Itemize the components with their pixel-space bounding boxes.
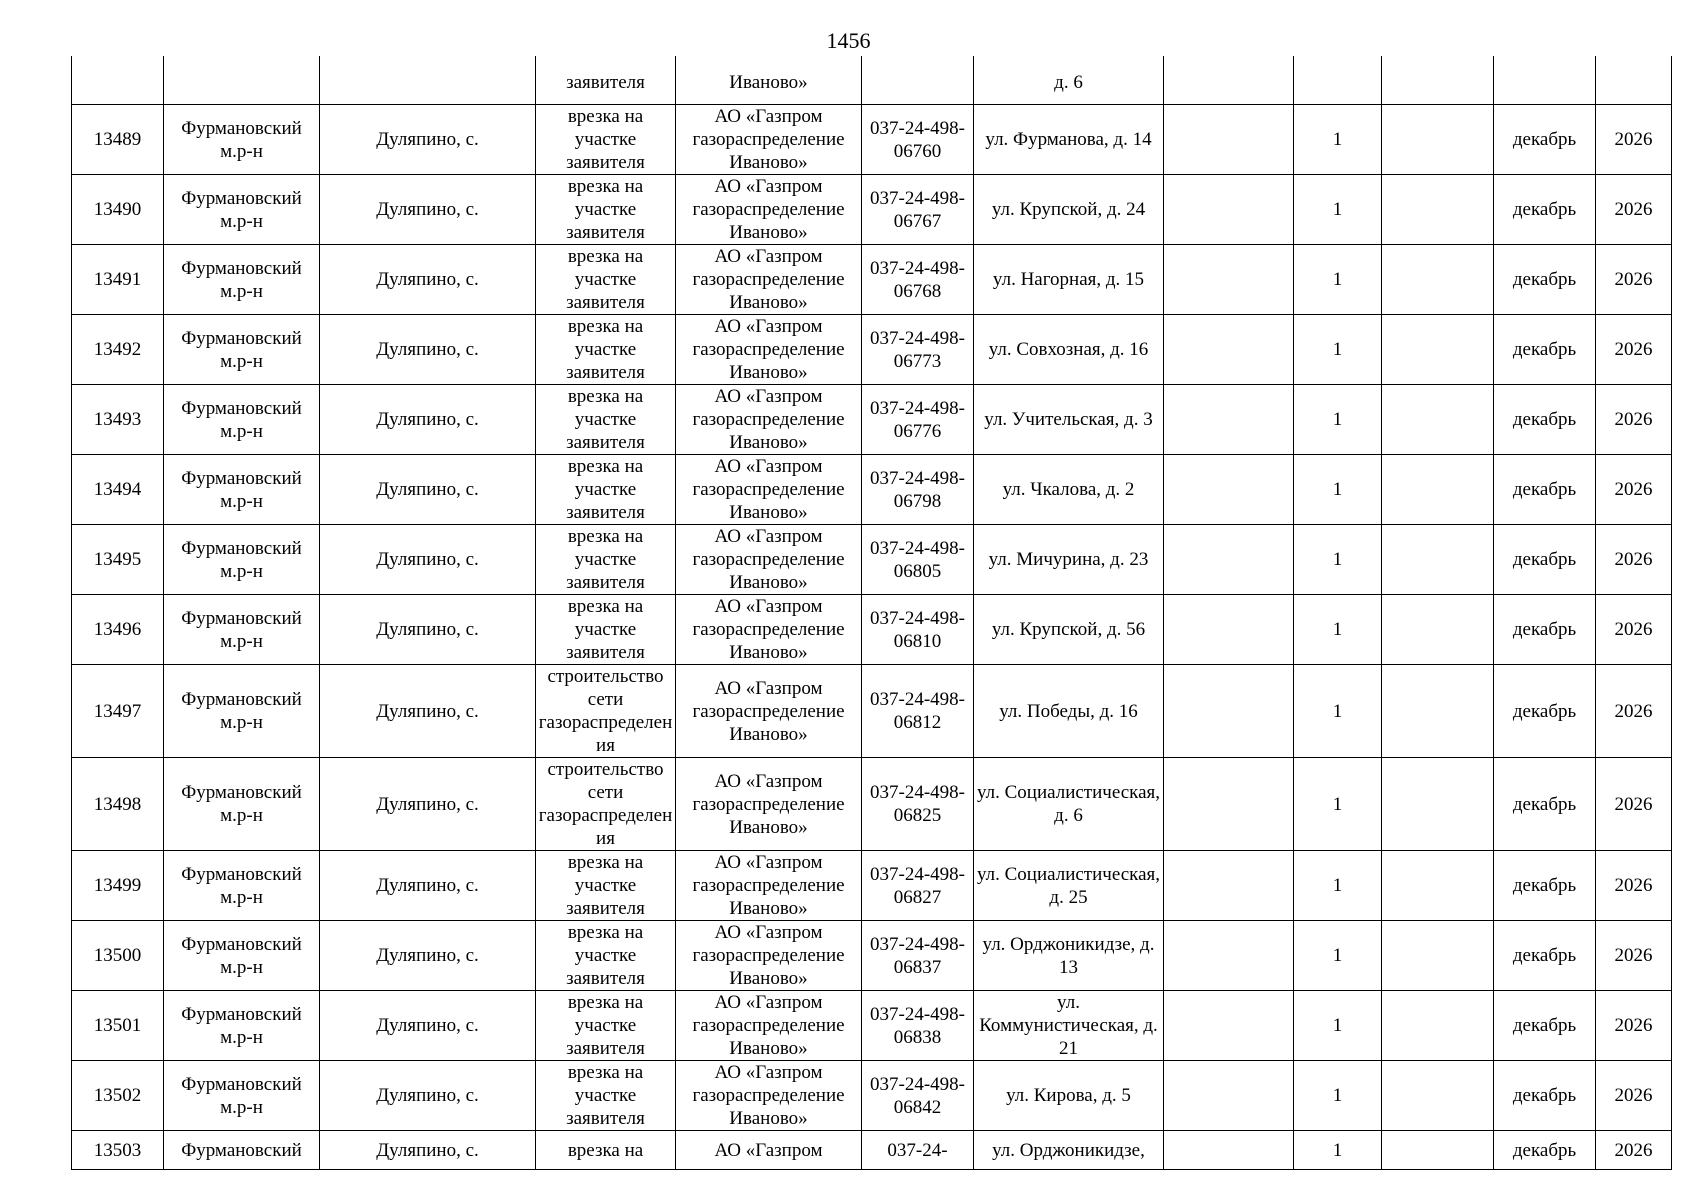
cell-code: 037-24-498-06776: [862, 385, 974, 455]
cell-empty: [1164, 595, 1294, 665]
cell-month: декабрь: [1494, 525, 1596, 595]
cell-month: декабрь: [1494, 665, 1596, 758]
cell-month: декабрь: [1494, 1061, 1596, 1131]
cell-year: 2026: [1596, 1131, 1672, 1170]
cell-empty: [1382, 175, 1494, 245]
cell-settlement: Дуляпино, с.: [320, 758, 536, 851]
cell-district: Фурмановский м.р-н: [164, 921, 320, 991]
cell-year: 2026: [1596, 245, 1672, 315]
cell-operator: АО «Газпром газораспределение Иваново»: [676, 991, 862, 1061]
cell-address: ул. Совхозная, д. 16: [974, 315, 1164, 385]
cell-id: 13498: [72, 758, 164, 851]
cell-empty: [1164, 175, 1294, 245]
cell-settlement: Дуляпино, с.: [320, 105, 536, 175]
cell-month: декабрь: [1494, 595, 1596, 665]
cell-empty: [1164, 921, 1294, 991]
cell-operator: АО «Газпром газораспределение Иваново»: [676, 595, 862, 665]
cell-qty: 1: [1294, 455, 1382, 525]
cell-settlement: Дуляпино, с.: [320, 455, 536, 525]
table-row: [72, 525, 1672, 595]
cell-district: Фурмановский м.р-н: [164, 991, 320, 1061]
cell-work-type: врезка на участке заявителя: [536, 1061, 676, 1131]
cell-qty: 1: [1294, 1061, 1382, 1131]
cell-code: [862, 56, 974, 105]
table-row: [72, 1061, 1672, 1131]
cell-settlement: Дуляпино, с.: [320, 851, 536, 921]
cell-qty: 1: [1294, 921, 1382, 991]
cell-address: ул. Орджоникидзе, д. 13: [974, 921, 1164, 991]
cell-address: ул. Учительская, д. 3: [974, 385, 1164, 455]
cell-year: 2026: [1596, 758, 1672, 851]
cell-qty: 1: [1294, 595, 1382, 665]
cell-qty: 1: [1294, 665, 1382, 758]
table-row: [72, 315, 1672, 385]
cell-address: ул. Социалистическая, д. 25: [974, 851, 1164, 921]
cell-year: 2026: [1596, 385, 1672, 455]
cell-settlement: Дуляпино, с.: [320, 385, 536, 455]
table-row: [72, 455, 1672, 525]
cell-address: ул. Крупской, д. 56: [974, 595, 1164, 665]
cell-id: 13501: [72, 991, 164, 1061]
cell-qty: 1: [1294, 1131, 1382, 1170]
cell-operator: АО «Газпром газораспределение Иваново»: [676, 851, 862, 921]
cell-empty: [1382, 921, 1494, 991]
cell-year: 2026: [1596, 315, 1672, 385]
cell-work-type: врезка на участке заявителя: [536, 455, 676, 525]
cell-district: Фурмановский: [164, 1131, 320, 1170]
cell-month: декабрь: [1494, 175, 1596, 245]
cell-id: 13490: [72, 175, 164, 245]
cell-id: 13496: [72, 595, 164, 665]
cell-empty: [1164, 991, 1294, 1061]
table-row-partial: [72, 1131, 1672, 1170]
cell-settlement: Дуляпино, с.: [320, 525, 536, 595]
cell-empty: [1164, 385, 1294, 455]
cell-address: ул. Фурманова, д. 14: [974, 105, 1164, 175]
cell-month: декабрь: [1494, 921, 1596, 991]
cell-address: ул. Орджоникидзе,: [974, 1131, 1164, 1170]
cell-work-type: врезка на участке заявителя: [536, 105, 676, 175]
cell-code: 037-24-498-06812: [862, 665, 974, 758]
cell-id: 13497: [72, 665, 164, 758]
cell-district: Фурмановский м.р-н: [164, 455, 320, 525]
cell-year: 2026: [1596, 455, 1672, 525]
cell-district: Фурмановский м.р-н: [164, 385, 320, 455]
cell-empty: [1382, 56, 1494, 105]
cell-empty: [1164, 1061, 1294, 1131]
cell-settlement: Дуляпино, с.: [320, 245, 536, 315]
cell-operator: АО «Газпром газораспределение Иваново»: [676, 665, 862, 758]
cell-month: декабрь: [1494, 245, 1596, 315]
cell-address: ул. Крупской, д. 24: [974, 175, 1164, 245]
cell-address: ул. Чкалова, д. 2: [974, 455, 1164, 525]
cell-qty: 1: [1294, 851, 1382, 921]
cell-month: декабрь: [1494, 455, 1596, 525]
cell-code: 037-24-498-06805: [862, 525, 974, 595]
cell-id: 13500: [72, 921, 164, 991]
cell-operator: АО «Газпром газораспределение Иваново»: [676, 921, 862, 991]
cell-empty: [1164, 315, 1294, 385]
cell-empty: [1382, 315, 1494, 385]
cell-month: [1494, 56, 1596, 105]
cell-empty: [1164, 56, 1294, 105]
cell-operator: АО «Газпром газораспределение Иваново»: [676, 455, 862, 525]
cell-qty: 1: [1294, 315, 1382, 385]
cell-district: Фурмановский м.р-н: [164, 175, 320, 245]
cell-district: Фурмановский м.р-н: [164, 525, 320, 595]
cell-empty: [1382, 758, 1494, 851]
cell-empty: [1382, 665, 1494, 758]
cell-settlement: Дуляпино, с.: [320, 665, 536, 758]
cell-operator: Иваново»: [676, 56, 862, 105]
cell-address: ул. Нагорная, д. 15: [974, 245, 1164, 315]
cell-settlement: Дуляпино, с.: [320, 1131, 536, 1170]
cell-year: 2026: [1596, 1061, 1672, 1131]
cell-operator: АО «Газпром газораспределение Иваново»: [676, 175, 862, 245]
cell-year: 2026: [1596, 105, 1672, 175]
continuation-row: [72, 56, 1672, 105]
cell-district: Фурмановский м.р-н: [164, 851, 320, 921]
cell-empty: [1382, 525, 1494, 595]
cell-empty: [1164, 665, 1294, 758]
table-row: [72, 595, 1672, 665]
cell-month: декабрь: [1494, 851, 1596, 921]
cell-id: 13493: [72, 385, 164, 455]
cell-qty: 1: [1294, 991, 1382, 1061]
cell-month: декабрь: [1494, 315, 1596, 385]
cell-operator: АО «Газпром газораспределение Иваново»: [676, 758, 862, 851]
cell-empty: [1164, 758, 1294, 851]
cell-year: 2026: [1596, 525, 1672, 595]
cell-empty: [1164, 105, 1294, 175]
cell-empty: [1382, 851, 1494, 921]
cell-empty: [1382, 105, 1494, 175]
cell-operator: АО «Газпром газораспределение Иваново»: [676, 105, 862, 175]
cell-empty: [1382, 595, 1494, 665]
cell-code: 037-24-498-06768: [862, 245, 974, 315]
cell-work-type: врезка на участке заявителя: [536, 595, 676, 665]
cell-id: 13503: [72, 1131, 164, 1170]
cell-address: ул. Победы, д. 16: [974, 665, 1164, 758]
cell-empty: [1164, 851, 1294, 921]
cell-district: [164, 56, 320, 105]
cell-work-type: врезка на участке заявителя: [536, 525, 676, 595]
cell-qty: 1: [1294, 175, 1382, 245]
table-row: [72, 758, 1672, 851]
cell-id: [72, 56, 164, 105]
registry-table: [71, 56, 1672, 1170]
cell-code: 037-24-498-06842: [862, 1061, 974, 1131]
cell-operator: АО «Газпром газораспределение Иваново»: [676, 245, 862, 315]
cell-operator: АО «Газпром газораспределение Иваново»: [676, 1061, 862, 1131]
cell-code: 037-24-498-06760: [862, 105, 974, 175]
cell-settlement: Дуляпино, с.: [320, 315, 536, 385]
cell-district: Фурмановский м.р-н: [164, 1061, 320, 1131]
cell-id: 13502: [72, 1061, 164, 1131]
page-number: 1456: [826, 28, 871, 53]
cell-empty: [1382, 455, 1494, 525]
cell-work-type: врезка на участке заявителя: [536, 245, 676, 315]
cell-qty: 1: [1294, 245, 1382, 315]
cell-month: декабрь: [1494, 105, 1596, 175]
cell-empty: [1382, 1061, 1494, 1131]
cell-operator: АО «Газпром газораспределение Иваново»: [676, 385, 862, 455]
cell-code: 037-24-498-06773: [862, 315, 974, 385]
cell-empty: [1164, 455, 1294, 525]
cell-empty: [1382, 991, 1494, 1061]
cell-code: 037-24-498-06838: [862, 991, 974, 1061]
cell-settlement: Дуляпино, с.: [320, 595, 536, 665]
cell-code: 037-24-498-06810: [862, 595, 974, 665]
cell-year: 2026: [1596, 921, 1672, 991]
cell-work-type: врезка на участке заявителя: [536, 315, 676, 385]
cell-settlement: [320, 56, 536, 105]
cell-work-type: заявителя: [536, 56, 676, 105]
cell-code: 037-24-498-06837: [862, 921, 974, 991]
cell-month: декабрь: [1494, 385, 1596, 455]
cell-month: декабрь: [1494, 991, 1596, 1061]
table-row: [72, 105, 1672, 175]
cell-district: Фурмановский м.р-н: [164, 758, 320, 851]
table-row: [72, 991, 1672, 1061]
cell-id: 13492: [72, 315, 164, 385]
cell-address: ул. Мичурина, д. 23: [974, 525, 1164, 595]
cell-month: декабрь: [1494, 758, 1596, 851]
cell-work-type: врезка на участке заявителя: [536, 851, 676, 921]
cell-empty: [1382, 1131, 1494, 1170]
cell-district: Фурмановский м.р-н: [164, 105, 320, 175]
cell-id: 13489: [72, 105, 164, 175]
cell-district: Фурмановский м.р-н: [164, 595, 320, 665]
cell-address: ул. Социалистическая, д. 6: [974, 758, 1164, 851]
cell-operator: АО «Газпром газораспределение Иваново»: [676, 315, 862, 385]
cell-qty: 1: [1294, 758, 1382, 851]
cell-year: 2026: [1596, 595, 1672, 665]
table-row: [72, 385, 1672, 455]
registry-body: [72, 56, 1672, 1170]
cell-settlement: Дуляпино, с.: [320, 991, 536, 1061]
cell-code: 037-24-498-06767: [862, 175, 974, 245]
cell-qty: [1294, 56, 1382, 105]
cell-empty: [1164, 525, 1294, 595]
cell-settlement: Дуляпино, с.: [320, 175, 536, 245]
cell-year: [1596, 56, 1672, 105]
cell-year: 2026: [1596, 665, 1672, 758]
cell-work-type: врезка на участке заявителя: [536, 385, 676, 455]
cell-code: 037-24-498-06798: [862, 455, 974, 525]
cell-work-type: врезка на участке заявителя: [536, 991, 676, 1061]
cell-qty: 1: [1294, 525, 1382, 595]
cell-district: Фурмановский м.р-н: [164, 245, 320, 315]
table-row: [72, 245, 1672, 315]
cell-district: Фурмановский м.р-н: [164, 665, 320, 758]
cell-year: 2026: [1596, 851, 1672, 921]
table-row: [72, 851, 1672, 921]
cell-address: ул. Кирова, д. 5: [974, 1061, 1164, 1131]
cell-qty: 1: [1294, 385, 1382, 455]
cell-year: 2026: [1596, 991, 1672, 1061]
cell-qty: 1: [1294, 105, 1382, 175]
cell-id: 13491: [72, 245, 164, 315]
cell-id: 13499: [72, 851, 164, 921]
cell-id: 13495: [72, 525, 164, 595]
cell-work-type: строительство сети газораспределения: [536, 758, 676, 851]
cell-operator: АО «Газпром: [676, 1131, 862, 1170]
cell-empty: [1382, 385, 1494, 455]
cell-settlement: Дуляпино, с.: [320, 1061, 536, 1131]
cell-id: 13494: [72, 455, 164, 525]
cell-address: д. 6: [974, 56, 1164, 105]
cell-district: Фурмановский м.р-н: [164, 315, 320, 385]
table-row: [72, 665, 1672, 758]
cell-operator: АО «Газпром газораспределение Иваново»: [676, 525, 862, 595]
cell-code: 037-24-498-06825: [862, 758, 974, 851]
table-row: [72, 921, 1672, 991]
cell-work-type: врезка на участке заявителя: [536, 921, 676, 991]
cell-empty: [1164, 1131, 1294, 1170]
table-row: [72, 175, 1672, 245]
cell-empty: [1382, 245, 1494, 315]
cell-settlement: Дуляпино, с.: [320, 921, 536, 991]
cell-code: 037-24-: [862, 1131, 974, 1170]
cell-address: ул. Коммунистическая, д. 21: [974, 991, 1164, 1061]
cell-year: 2026: [1596, 175, 1672, 245]
cell-work-type: врезка на участке заявителя: [536, 175, 676, 245]
cell-month: декабрь: [1494, 1131, 1596, 1170]
cell-work-type: строительство сети газораспределения: [536, 665, 676, 758]
cell-code: 037-24-498-06827: [862, 851, 974, 921]
cell-empty: [1164, 245, 1294, 315]
cell-work-type: врезка на: [536, 1131, 676, 1170]
